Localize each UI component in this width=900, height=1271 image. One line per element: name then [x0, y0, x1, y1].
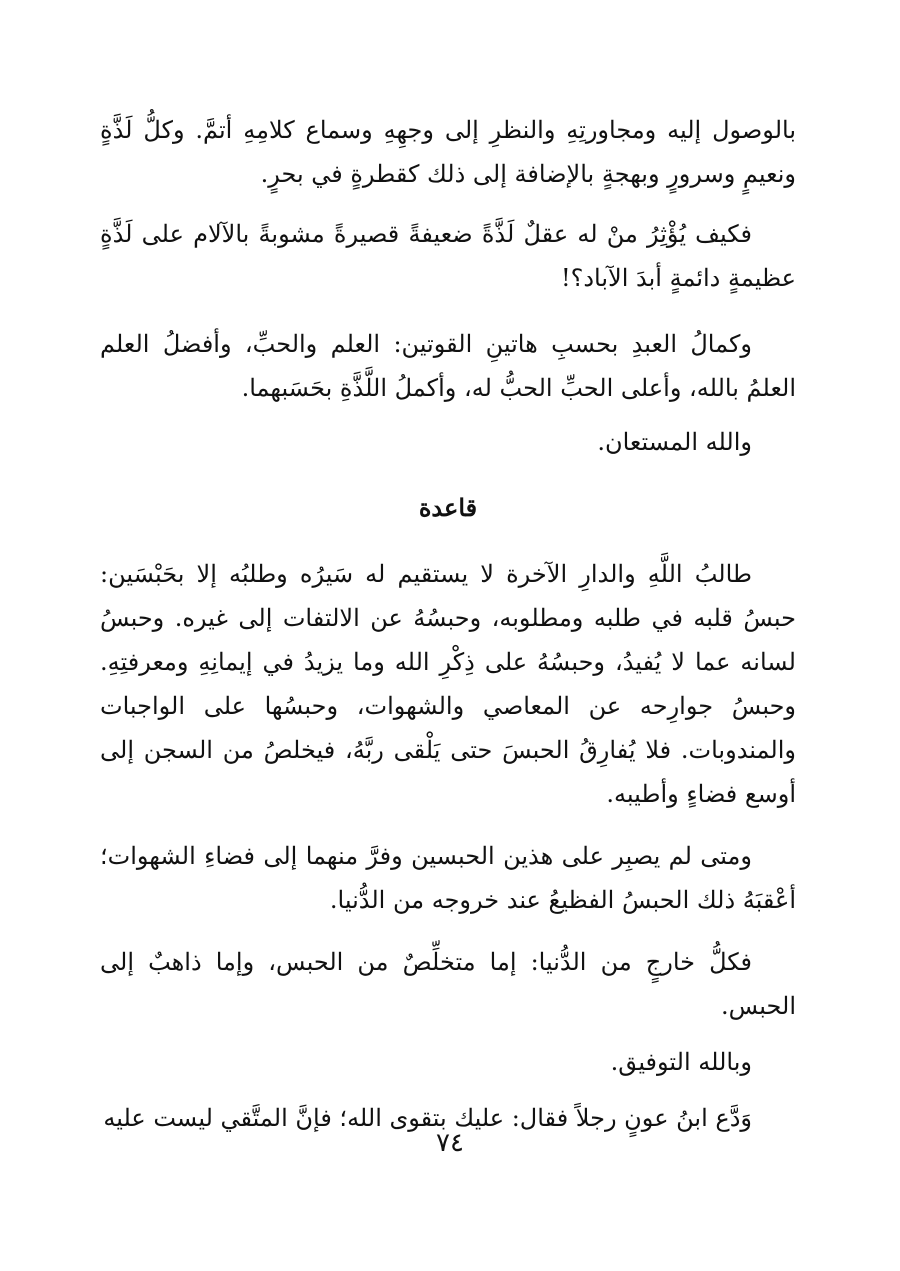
- paragraph-continuation: بالوصول إليه ومجاورتِهِ والنظرِ إلى وجهِهِ وسماع كلامِهِ أتمَّ. وكلُّ لَذَّةٍ ونعيمٍ وسرورٍ وبهجةٍ بالإضافة إلى ذلك كقطرةٍ في بحرٍ.: [100, 116, 796, 188]
- page-body: [100, 108, 796, 1140]
- page-number: ٧٤: [436, 1128, 464, 1158]
- paragraph-consequence: ومتى لم يصبِر على هذين الحبسين وفرَّ منهما إلى فضاءِ الشهوات؛ أعْقبَهُ ذلك الحبسُ الفظيعُ عند خروجه من الدُّنيا.: [100, 842, 796, 914]
- paragraph-ibn-awn: وَدَّع ابنُ عونٍ رجلاً فقال: عليك بتقوى الله؛ فإنَّ المتَّقي ليست عليه: [103, 1104, 752, 1132]
- paragraph-two-confinements: طالبُ اللَّهِ والدارِ الآخرة لا يستقيم له سَيرُه وطلبُه إلا بحَبْسَين: حبسُ قلبه في طلبه ومطلوبه، وحبسُهُ عن الالتفات إلى غيره. وحبسُ لسانه عما لا يُفيدُ، وحبسُهُ على ذِكْرِ الله وما يزيدُ في إيمانِهِ ومعرفتِهِ. وحبسُ جوارِحه عن المعاصي والشهوات، وحبسُها على الواجبات والمندوبات. فلا يُفارِقُ الحبسَ حتى يَلْقى ربَّهُ، فيخلصُ من السجن إلى أوسع فضاءٍ وأطيبه.: [100, 560, 796, 808]
- paragraph-every-departer: فكلُّ خارجٍ من الدُّنيا: إما متخلِّصٌ من الحبس، وإما ذاهبٌ إلى الحبس.: [100, 948, 796, 1020]
- paragraph-question: فكيف يُؤْثِرُ منْ له عقلٌ لَذَّةً ضعيفةً قصيرةً مشوبةً بالآلام على لَذَّةٍ عظيمةٍ دائمةٍ أبدَ الآباد؟!: [100, 220, 796, 292]
- section-heading: قاعدة: [418, 493, 478, 522]
- paragraph-tawfiq: وبالله التوفيق.: [610, 1048, 752, 1076]
- paragraph-closing-phrase: والله المستعان.: [597, 428, 752, 456]
- paragraph-perfection: وكمالُ العبدِ بحسبِ هاتينِ القوتين: العلم والحبِّ، وأفضلُ العلم العلمُ بالله، وأعلى الحبِّ الحبُّ له، وأكملُ اللَّذَّةِ بحَسَبهما.: [100, 330, 796, 402]
